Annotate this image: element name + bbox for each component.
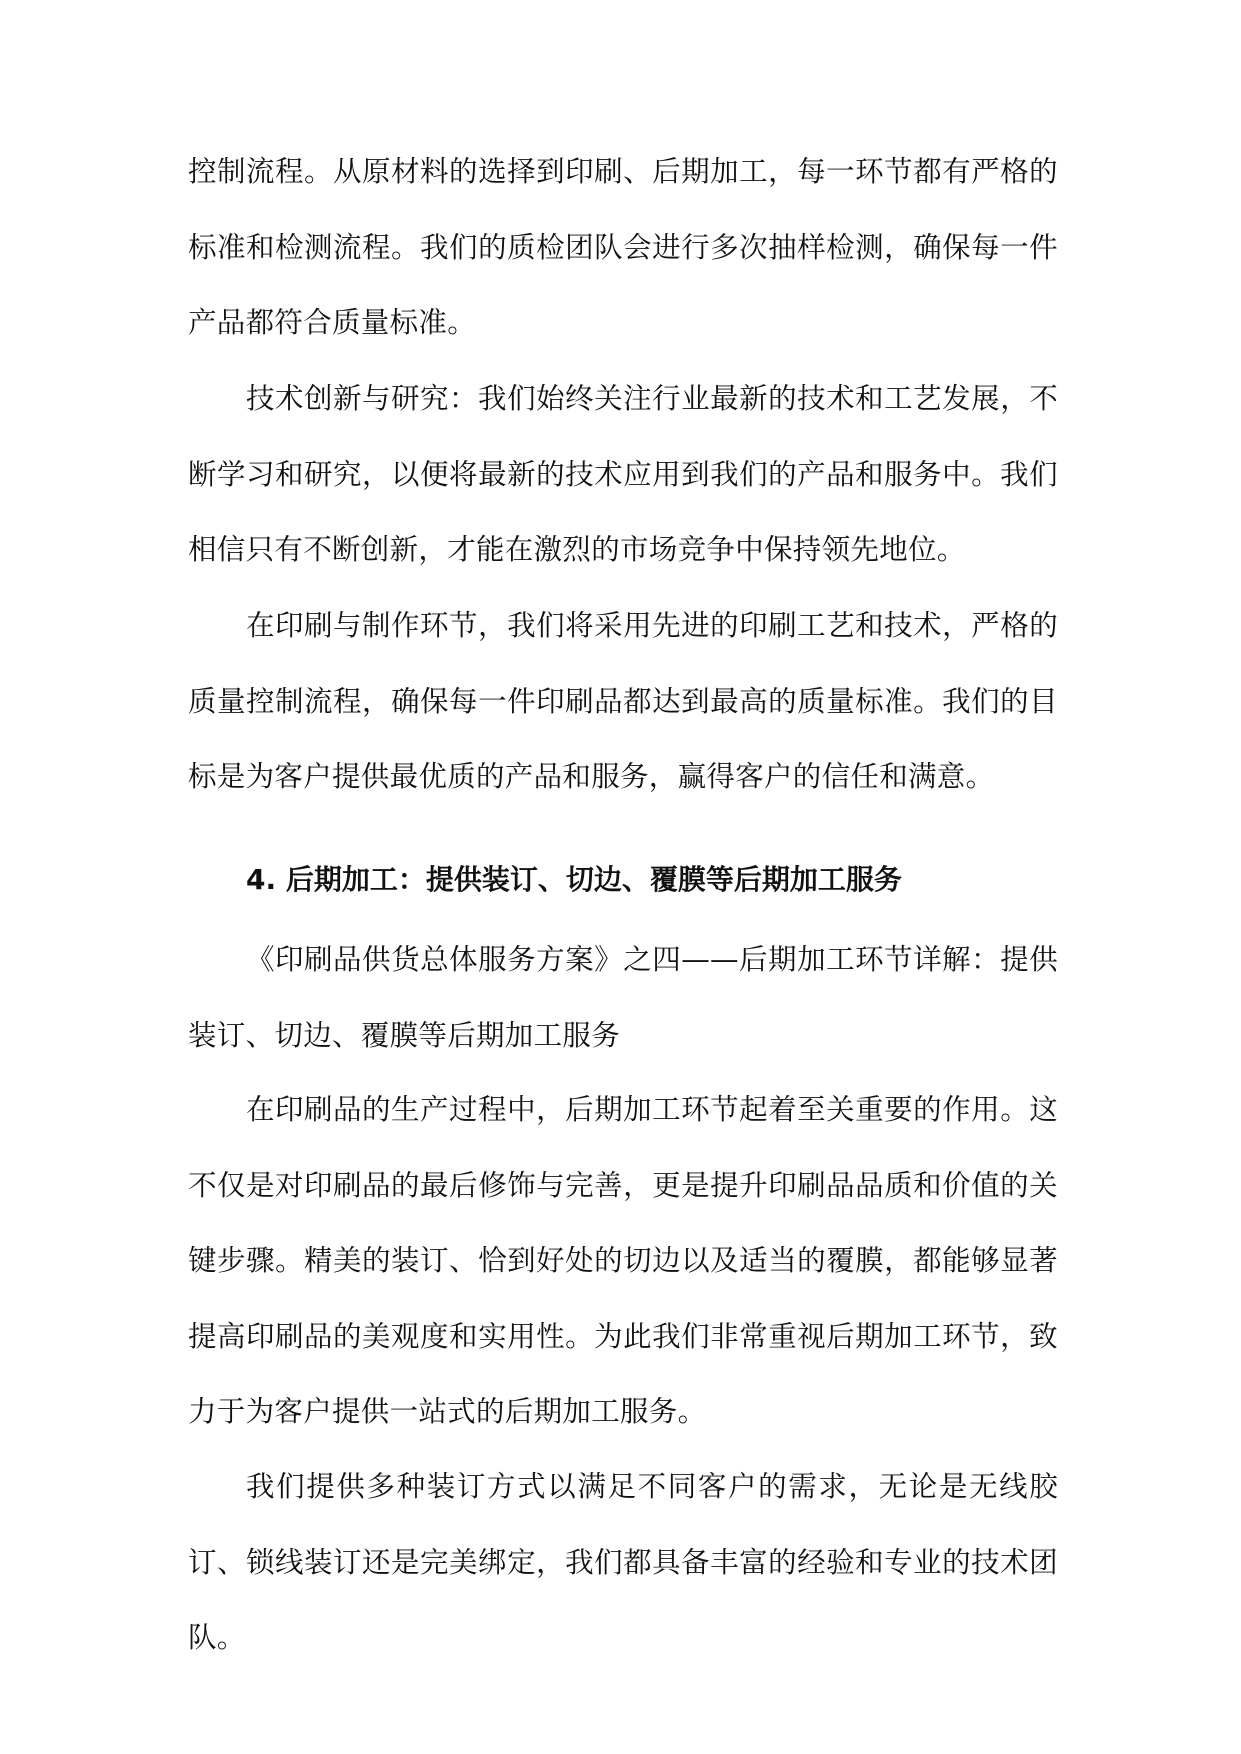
paragraph-post-processing-importance: 在印刷品的生产过程中，后期加工环节起着至关重要的作用。这不仅是对印刷品的最后修饰与完善，更是提升印刷品品质和价值的关键步骤。精美的装订、恰到好处的切边以及适当的覆膜，都能够显著提高印刷品的美观度和实用性。为此我们非常重视后期加工环节，致力于为客户提供一站式的后期加工服务。 xyxy=(188,1093,1058,1428)
paragraph-printing-summary: 在印刷与制作环节，我们将采用先进的印刷工艺和技术，严格的质量控制流程，确保每一件印刷品都达到最高的质量标准。我们的目标是为客户提供最优质的产品和服务，赢得客户的信任和满意。 xyxy=(188,609,1058,793)
paragraph-binding-options: 我们提供多种装订方式以满足不同客户的需求，无论是无线胶订、锁线装订还是完美绑定，我们都具备丰富的经验和专业的技术团队。 xyxy=(188,1470,1058,1654)
paragraph-section-intro: 《印刷品供货总体服务方案》之四——后期加工环节详解：提供装订、切边、覆膜等后期加工服务 xyxy=(188,943,1058,1052)
paragraph-tech-innovation: 技术创新与研究：我们始终关注行业最新的技术和工艺发展，不断学习和研究，以便将最新的技术应用到我们的产品和服务中。我们相信只有不断创新，才能在激烈的市场竞争中保持领先地位。 xyxy=(188,382,1058,566)
section-heading-post-processing: 4. 后期加工：提供装订、切边、覆膜等后期加工服务 xyxy=(246,863,902,896)
paragraph-quality-control-continued: 控制流程。从原材料的选择到印刷、后期加工，每一环节都有严格的标准和检测流程。我们的质检团队会进行多次抽样检测，确保每一件产品都符合质量标准。 xyxy=(188,155,1058,339)
